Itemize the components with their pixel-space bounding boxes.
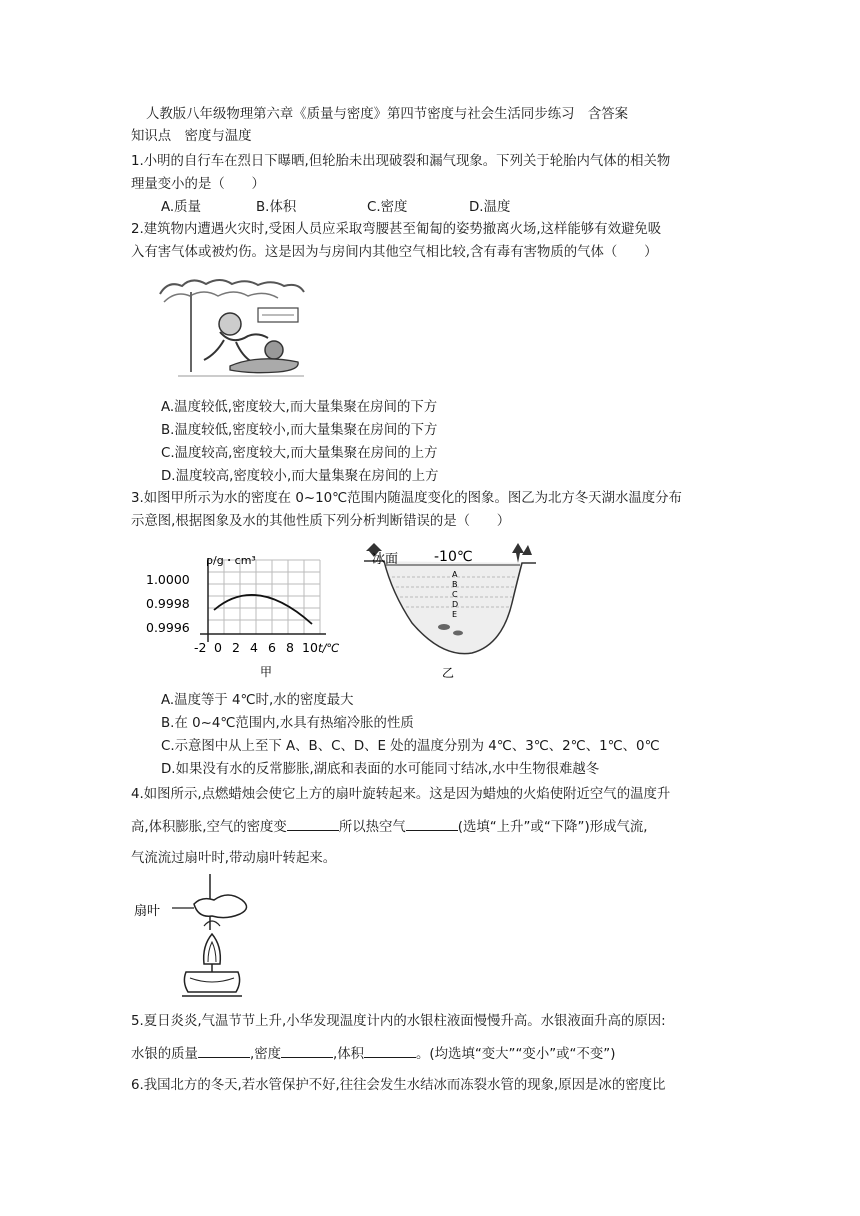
answer-blank bbox=[281, 1045, 333, 1058]
q5-line2-part1: 水银的质量 bbox=[131, 1047, 198, 1062]
q3-option-b: B.在 0~4℃范围内,水具有热缩冷胀的性质 bbox=[161, 716, 414, 731]
q2-line1: 2.建筑物内遭遇火灾时,受困人员应采取弯腰甚至匍匐的姿势撤离火场,这样能够有效避免吸 bbox=[131, 222, 662, 237]
q2-option-b: B.温度较低,密度较小,而大量集聚在房间的下方 bbox=[161, 423, 438, 438]
graph-xtick: -2 bbox=[194, 640, 207, 655]
depth-point-label: B bbox=[452, 580, 458, 589]
q3-option-d: D.如果没有水的反常膨胀,湖底和表面的水可能同寸结冰,水中生物很难越冬 bbox=[161, 762, 600, 777]
q3-line2: 示意图,根据图象及水的其他性质下列分析判断错误的是（ ） bbox=[131, 514, 511, 529]
surface-temperature-label: -10℃ bbox=[434, 549, 473, 565]
graph-xtick: 10 bbox=[302, 640, 318, 655]
q2-option-c: C.温度较高,密度较大,而大量集聚在房间的上方 bbox=[161, 446, 438, 461]
q3-option-c: C.示意图中从上至下 A、B、C、D、E 处的温度分别为 4℃、3℃、2℃、1℃、0℃ bbox=[161, 739, 660, 754]
answer-blank bbox=[198, 1045, 250, 1058]
answer-blank bbox=[287, 818, 339, 831]
graph-xlabel: t/℃ bbox=[318, 641, 340, 655]
q3-option-a: A.温度等于 4℃时,水的密度最大 bbox=[161, 693, 354, 708]
q2-option-d: D.温度较高,密度较小,而大量集聚在房间的上方 bbox=[161, 469, 439, 484]
answer-blank bbox=[406, 818, 458, 831]
q1-line1: 1.小明的自行车在烈日下曝晒,但轮胎未出现破裂和漏气现象。下列关于轮胎内气体的相关物 bbox=[131, 154, 671, 169]
q1-option-c: C.密度 bbox=[367, 200, 408, 215]
graph-caption: 甲 bbox=[260, 665, 273, 679]
document-title: 人教版八年级物理第六章《质量与密度》第四节密度与社会生活同步练习 含答案 bbox=[146, 107, 629, 122]
graph-ytick: 0.9996 bbox=[146, 620, 190, 635]
q3-line1: 3.如图甲所示为水的密度在 0~10℃范围内随温度变化的图象。图乙为北方冬天湖水温度分布 bbox=[131, 491, 682, 506]
graph-xtick: 6 bbox=[268, 640, 276, 655]
depth-point-label: D bbox=[452, 600, 459, 609]
fire-escape-illustration bbox=[158, 276, 308, 390]
depth-point-label: E bbox=[452, 610, 458, 619]
depth-point-label: A bbox=[452, 570, 458, 579]
q5-line2-part4: 。(均选填“变大”“变小”或“不变”) bbox=[416, 1047, 616, 1062]
answer-blank bbox=[364, 1045, 416, 1058]
graph-xtick: 2 bbox=[232, 640, 240, 655]
q2-line2: 入有害气体或被灼伤。这是因为与房间内其他空气相比较,含有毒有害物质的气体（ ） bbox=[131, 245, 658, 260]
q2-option-a: A.温度较低,密度较大,而大量集聚在房间的下方 bbox=[161, 400, 438, 415]
q5-line2-part3: ,体积 bbox=[333, 1047, 365, 1062]
graph-ytick: 0.9998 bbox=[146, 596, 190, 611]
q4-line2-part3: (选填“上升”或“下降”)形成气流, bbox=[457, 820, 648, 835]
diagram-caption: 乙 bbox=[442, 666, 455, 680]
lake-temperature-diagram bbox=[362, 543, 537, 687]
q5-line2-part2: ,密度 bbox=[249, 1047, 281, 1062]
graph-xtick: 0 bbox=[214, 640, 222, 655]
ice-surface-label: 冰面 bbox=[372, 552, 399, 567]
q5-line2 bbox=[131, 1045, 615, 1064]
q4-line2-part2: 所以热空气 bbox=[338, 820, 406, 835]
q1-option-b: B.体积 bbox=[256, 200, 297, 215]
q4-line3: 气流流过扇叶时,带动扇叶转起来。 bbox=[131, 851, 337, 866]
section-heading: 知识点 密度与温度 bbox=[131, 129, 252, 144]
depth-point-label: C bbox=[452, 590, 458, 599]
graph-xtick: 8 bbox=[286, 640, 294, 655]
graph-ylabel: ρ/g・cm³ bbox=[206, 554, 256, 567]
candle-fan-illustration bbox=[132, 868, 257, 1007]
q1-line2: 理量变小的是（ ） bbox=[131, 177, 265, 192]
q4-line2 bbox=[131, 818, 648, 837]
q1-option-a: A.质量 bbox=[161, 200, 201, 215]
q4-line2-part1: 高,体积膨胀,空气的密度变 bbox=[131, 820, 287, 835]
q5-line1: 5.夏日炎炎,气温节节上升,小华发现温度计内的水银柱液面慢慢升高。水银液面升高的原因: bbox=[131, 1014, 666, 1029]
graph-ytick: 1.0000 bbox=[146, 572, 190, 587]
density-temperature-graph bbox=[144, 552, 349, 686]
q6-line1: 6.我国北方的冬天,若水管保护不好,往往会发生水结冰而冻裂水管的现象,原因是冰的密度比 bbox=[131, 1078, 666, 1093]
q4-line1: 4.如图所示,点燃蜡烛会使它上方的扇叶旋转起来。这是因为蜡烛的火焰使附近空气的温度升 bbox=[131, 787, 671, 802]
q1-option-d: D.温度 bbox=[469, 200, 511, 215]
graph-xtick: 4 bbox=[250, 640, 258, 655]
fan-blade-label: 扇叶 bbox=[134, 904, 161, 919]
